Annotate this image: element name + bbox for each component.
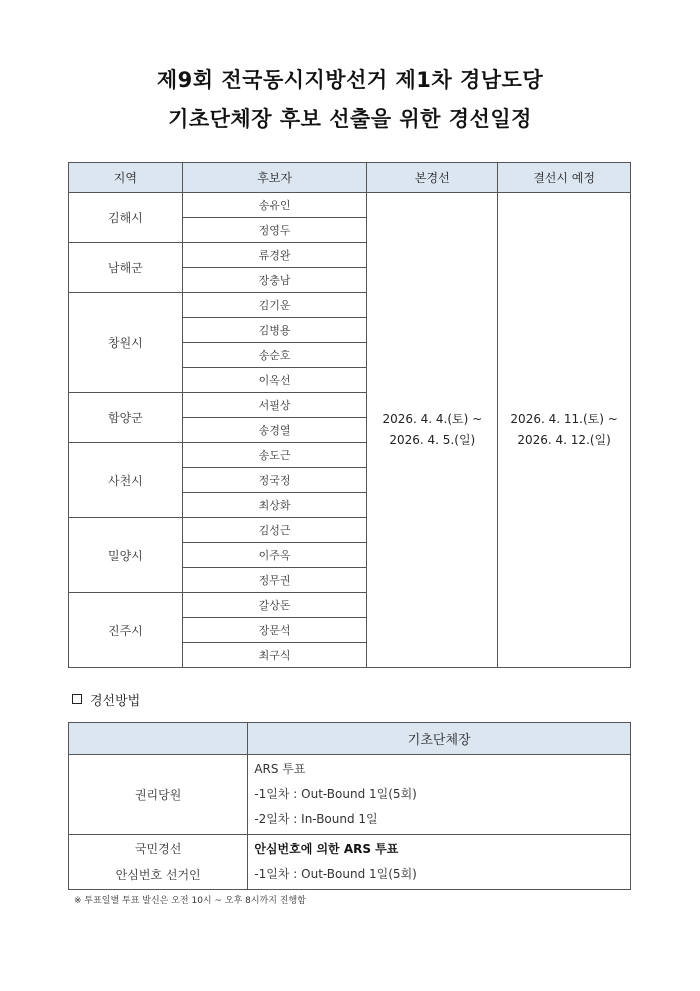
candidate-cell: 최상화 [182, 493, 367, 518]
method-section-label: 경선방법 [90, 694, 141, 709]
table-row [69, 193, 631, 218]
method-label-line: 안심번호 선거인 [115, 868, 201, 882]
schedule-header-row [69, 163, 631, 193]
region-cell: 함양군 [69, 393, 183, 443]
header-region: 지역 [69, 163, 183, 193]
method-label-cell [69, 755, 248, 835]
candidate-cell: 장충남 [182, 268, 367, 293]
method-header-label: 기초단체장 [248, 723, 631, 755]
candidate-cell: 정국정 [182, 468, 367, 493]
region-cell: 김해시 [69, 193, 183, 243]
date-line: 2026. 4. 12.(일) [517, 433, 611, 447]
date-line: 2026. 4. 5.(일) [389, 433, 476, 447]
region-cell: 사천시 [69, 443, 183, 518]
method-header-blank [69, 723, 248, 755]
method-label-line: 권리당원 [134, 787, 182, 802]
candidate-cell: 최구식 [182, 643, 367, 668]
region-cell: 밀양시 [69, 518, 183, 593]
candidate-cell: 서필상 [182, 393, 367, 418]
header-main-primary: 본경선 [367, 163, 498, 193]
candidate-cell: 송경열 [182, 418, 367, 443]
schedule-table [68, 162, 631, 668]
candidate-cell: 이주옥 [182, 543, 367, 568]
method-section-title [72, 690, 140, 709]
candidate-cell: 이옥선 [182, 368, 367, 393]
header-runoff: 결선시 예정 [498, 163, 631, 193]
method-row [69, 755, 631, 835]
method-header-row [69, 723, 631, 755]
method-desc-line: -1일차 : Out-Bound 1일(5회) [254, 867, 417, 881]
footnote: ※ 투표일별 투표 발신은 오전 10시 ~ 오후 8시까지 진행함 [74, 896, 306, 906]
method-label-line: 국민경선 [134, 842, 182, 856]
candidate-cell: 류경완 [182, 243, 367, 268]
method-desc-line: -1일차 : Out-Bound 1일(5회) [254, 787, 417, 801]
candidate-cell: 갈상돈 [182, 593, 367, 618]
checkbox-bullet-icon [72, 694, 82, 704]
candidate-cell: 정영두 [182, 218, 367, 243]
region-cell: 남해군 [69, 243, 183, 293]
candidate-cell: 송도근 [182, 443, 367, 468]
candidate-cell: 김기운 [182, 293, 367, 318]
candidate-cell: 송유인 [182, 193, 367, 218]
method-desc-line: -2일차 : In-Bound 1일 [254, 812, 378, 826]
method-desc-cell [248, 755, 631, 835]
region-cell: 창원시 [69, 293, 183, 393]
main-primary-dates [367, 193, 498, 668]
document-title-line-2: 기초단체장 후보 선출을 위한 경선일정 [168, 107, 532, 131]
method-desc-line: ARS 투표 [254, 762, 306, 776]
runoff-dates [498, 193, 631, 668]
candidate-cell: 송순호 [182, 343, 367, 368]
date-line: 2026. 4. 11.(토) ~ [510, 412, 618, 426]
document-title-line-1: 제9회 전국동시지방선거 제1차 경남도당 [156, 68, 544, 92]
method-desc-cell [248, 835, 631, 890]
method-row [69, 835, 631, 890]
candidate-cell: 김성근 [182, 518, 367, 543]
date-line: 2026. 4. 4.(토) ~ [382, 412, 483, 426]
header-candidate: 후보자 [182, 163, 367, 193]
method-table [68, 722, 631, 890]
method-label-cell [69, 835, 248, 890]
candidate-cell: 김병용 [182, 318, 367, 343]
candidate-cell: 정무권 [182, 568, 367, 593]
region-cell: 진주시 [69, 593, 183, 668]
method-desc-line: 안심번호에 의한 ARS 투표 [254, 842, 399, 856]
candidate-cell: 장문석 [182, 618, 367, 643]
